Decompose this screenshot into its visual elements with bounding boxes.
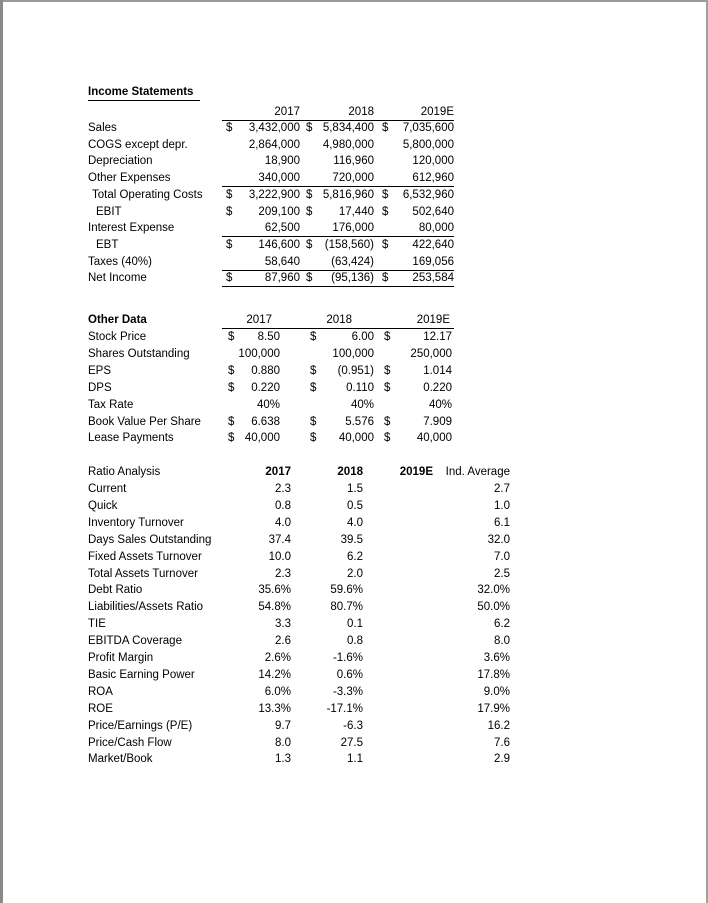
ratio-value: 16.2 — [487, 719, 510, 732]
other-row-label: Shares Outstanding — [88, 347, 190, 360]
currency-symbol: $ — [228, 364, 235, 377]
ratio-value: 1.1 — [347, 753, 363, 766]
currency-symbol: $ — [384, 432, 391, 445]
other-row — [0, 329, 708, 345]
ratio-value: 2.3 — [275, 567, 291, 580]
ratio-row — [0, 667, 708, 683]
other-row — [0, 430, 708, 446]
income-row-label: EBT — [96, 238, 119, 251]
net-income-rule — [222, 286, 454, 287]
currency-symbol: $ — [382, 188, 389, 201]
other-row-label: Lease Payments — [88, 432, 174, 445]
income-value: 80,000 — [418, 222, 454, 235]
income-value: 3,432,000 — [248, 122, 300, 134]
income-row — [0, 187, 708, 203]
income-value: (95,136) — [331, 272, 374, 285]
income-title-underline — [88, 100, 200, 101]
income-row — [0, 237, 708, 253]
ratio-value: 0.1 — [347, 618, 363, 631]
income-row-label: EBIT — [96, 205, 122, 218]
ratio-value: 9.7 — [275, 719, 291, 732]
income-row-label: Interest Expense — [88, 222, 175, 235]
income-value: 2,864,000 — [248, 138, 300, 151]
other-value: 40% — [350, 398, 374, 411]
currency-symbol: $ — [226, 272, 233, 285]
ratio-value: 6.2 — [494, 618, 510, 631]
other-header-row — [0, 312, 708, 328]
ratio-row-label: Liabilities/Assets Ratio — [88, 601, 204, 614]
ratio-value: 2.0 — [347, 567, 363, 580]
income-row-label: Taxes (40%) — [88, 255, 152, 268]
income-value: 422,640 — [412, 238, 454, 251]
income-value: 17,440 — [338, 205, 374, 218]
ratio-col-ind-average: Ind. Average — [445, 466, 510, 478]
income-year-2019e: 2019E — [420, 106, 454, 118]
ratio-col-2019e: 2019E — [399, 466, 433, 478]
income-row-label: COGS except depr. — [88, 138, 188, 151]
currency-symbol: $ — [382, 205, 389, 218]
income-row — [0, 120, 708, 136]
ratio-value: 7.6 — [494, 736, 510, 749]
income-value: 176,000 — [332, 222, 374, 235]
ratio-row-label: ROE — [88, 702, 113, 715]
other-value: 40,000 — [338, 432, 374, 445]
ratio-row — [0, 718, 708, 734]
ratio-value: 39.5 — [340, 533, 363, 546]
ratio-row-label: Inventory Turnover — [88, 516, 184, 529]
income-value: 3,222,900 — [248, 188, 300, 201]
ratio-value: 8.0 — [275, 736, 291, 749]
income-value: 7,035,600 — [402, 122, 454, 134]
other-value: 0.110 — [346, 381, 374, 394]
ratio-value: 32.0 — [487, 533, 510, 546]
other-row-label: Tax Rate — [88, 398, 134, 411]
currency-symbol: $ — [228, 381, 235, 394]
other-row-label: EPS — [88, 364, 112, 377]
currency-symbol: $ — [384, 331, 391, 343]
ratio-row — [0, 599, 708, 615]
income-year-2017: 2017 — [274, 106, 300, 118]
ratio-row-label: Price/Earnings (P/E) — [88, 719, 193, 732]
currency-symbol: $ — [226, 205, 233, 218]
ratio-value: 0.5 — [347, 499, 363, 512]
income-value: 120,000 — [412, 155, 454, 168]
ratio-value: 0.8 — [275, 499, 291, 512]
ratio-value: 2.6% — [264, 652, 291, 664]
income-value: 169,056 — [412, 255, 454, 268]
income-value: 4,980,000 — [322, 138, 374, 151]
income-value: (63,424) — [331, 255, 374, 268]
ratio-value: 1.3 — [275, 753, 291, 766]
income-value: 340,000 — [258, 172, 300, 185]
ratio-value: 50.0% — [477, 601, 510, 614]
other-row — [0, 380, 708, 396]
ratio-row-label: Profit Margin — [88, 652, 154, 664]
income-value: 720,000 — [332, 172, 374, 185]
income-row-label: Sales — [88, 122, 117, 134]
ratio-row — [0, 498, 708, 514]
ratio-value: 37.4 — [268, 533, 291, 546]
other-value: 40,000 — [416, 432, 452, 445]
ratio-value: 8.0 — [494, 635, 510, 648]
ratio-row — [0, 684, 708, 700]
ratio-row — [0, 650, 708, 666]
other-title: Other Data — [88, 314, 147, 326]
ratio-row-label: EBITDA Coverage — [88, 635, 182, 648]
currency-symbol: $ — [226, 122, 233, 134]
income-row-label: Total Operating Costs — [92, 188, 203, 201]
ratio-value: 17.9% — [477, 702, 510, 715]
income-row-label: Other Expenses — [88, 172, 171, 185]
ratio-row — [0, 582, 708, 598]
ratio-value: -17.1% — [326, 702, 363, 715]
ratio-row — [0, 701, 708, 717]
currency-symbol: $ — [310, 364, 317, 377]
currency-symbol: $ — [310, 415, 317, 428]
ratio-value: 3.3 — [275, 618, 291, 631]
other-value: 40% — [428, 398, 452, 411]
ratio-value: 2.7 — [494, 483, 510, 495]
currency-symbol: $ — [310, 381, 317, 394]
ratio-value: 1.0 — [494, 499, 510, 512]
other-row — [0, 397, 708, 413]
income-value: 502,640 — [412, 205, 454, 218]
ratio-row-label: Basic Earning Power — [88, 668, 195, 681]
income-year-2018: 2018 — [348, 106, 374, 118]
ratio-value: 14.2% — [258, 668, 291, 681]
ratio-value: 2.3 — [275, 483, 291, 495]
income-value: 612,960 — [412, 172, 454, 185]
ratio-value: 35.6% — [258, 584, 291, 597]
currency-symbol: $ — [306, 205, 313, 218]
other-value: 1.014 — [423, 364, 452, 377]
other-row — [0, 346, 708, 362]
currency-symbol: $ — [310, 331, 317, 343]
income-value: 58,640 — [264, 255, 300, 268]
other-year-2017: 2017 — [246, 314, 272, 326]
ratio-row-label: Quick — [88, 499, 118, 512]
currency-symbol: $ — [384, 415, 391, 428]
ratio-value: 4.0 — [275, 516, 291, 529]
ratio-row-label: Debt Ratio — [88, 584, 143, 597]
income-row — [0, 153, 708, 169]
ratio-col-2017: 2017 — [265, 466, 291, 478]
ratio-row-label: Price/Cash Flow — [88, 736, 172, 749]
currency-symbol: $ — [228, 415, 235, 428]
income-row — [0, 254, 708, 270]
other-row-label: Stock Price — [88, 331, 147, 343]
ratio-value: 6.2 — [347, 550, 363, 563]
currency-symbol: $ — [382, 272, 389, 285]
other-value: 12.17 — [423, 331, 452, 343]
ratio-value: 3.6% — [483, 652, 510, 664]
currency-symbol: $ — [228, 432, 235, 445]
income-value: 5,800,000 — [402, 138, 454, 151]
currency-symbol: $ — [306, 272, 313, 285]
other-row-label: Book Value Per Share — [88, 415, 201, 428]
ratio-row-label: TIE — [88, 618, 106, 631]
ratio-value: 7.0 — [494, 550, 510, 563]
ratio-row-label: Days Sales Outstanding — [88, 533, 212, 546]
ratio-value: -6.3 — [343, 719, 363, 732]
ratio-value: 17.8% — [477, 668, 510, 681]
ratio-value: 4.0 — [347, 516, 363, 529]
currency-symbol: $ — [306, 188, 313, 201]
ratio-row — [0, 549, 708, 565]
ratio-col-2018: 2018 — [337, 466, 363, 478]
currency-symbol: $ — [226, 238, 233, 251]
currency-symbol: $ — [384, 381, 391, 394]
income-value: 87,960 — [264, 272, 300, 285]
other-year-2019e: 2019E — [416, 314, 450, 326]
other-value: 40% — [256, 398, 280, 411]
other-value: 6.638 — [251, 415, 280, 428]
other-value: 7.909 — [423, 415, 452, 428]
other-value: 0.220 — [423, 381, 452, 394]
ratio-row — [0, 751, 708, 767]
ratio-value: 9.0% — [483, 685, 510, 698]
currency-symbol: $ — [226, 188, 233, 201]
income-value: 116,960 — [333, 155, 374, 168]
income-row-label: Depreciation — [88, 155, 153, 168]
ratio-value: -3.3% — [332, 685, 363, 698]
ratio-value: 54.8% — [258, 601, 291, 614]
ratio-value: 32.0% — [477, 584, 510, 597]
income-value: 253,584 — [412, 272, 454, 285]
ratio-row-label: Current — [88, 483, 127, 495]
ratio-row-label: ROA — [88, 685, 113, 698]
income-value: 209,100 — [258, 205, 300, 218]
other-value: 8.50 — [257, 331, 280, 343]
currency-symbol: $ — [382, 238, 389, 251]
other-value: 6.00 — [351, 331, 374, 343]
ratio-value: 2.5 — [494, 567, 510, 580]
ratio-row — [0, 735, 708, 751]
income-row — [0, 204, 708, 220]
ratio-row — [0, 515, 708, 531]
other-value: 250,000 — [410, 347, 452, 360]
income-value: 18,900 — [264, 155, 300, 168]
other-value: 0.220 — [251, 381, 280, 394]
ratio-title: Ratio Analysis — [88, 466, 161, 478]
ratio-value: 0.8 — [347, 635, 363, 648]
ratio-row-label: Market/Book — [88, 753, 153, 766]
other-value: (0.951) — [337, 364, 374, 377]
currency-symbol: $ — [306, 238, 313, 251]
ratio-value: 2.6 — [275, 635, 291, 648]
income-title: Income Statements — [88, 86, 194, 98]
ratio-row — [0, 481, 708, 497]
ratio-row — [0, 532, 708, 548]
income-value: 5,816,960 — [322, 188, 374, 201]
ratio-row — [0, 633, 708, 649]
ratio-value: 59.6% — [330, 584, 363, 597]
income-value: 62,500 — [264, 222, 300, 235]
other-value: 0.880 — [251, 364, 280, 377]
ratio-value: 6.0% — [264, 685, 291, 698]
currency-symbol: $ — [310, 432, 317, 445]
currency-symbol: $ — [228, 331, 235, 343]
income-row — [0, 220, 708, 236]
income-row — [0, 270, 708, 286]
ratio-value: 1.5 — [347, 483, 363, 495]
ratio-value: 2.9 — [494, 753, 510, 766]
other-year-2018: 2018 — [326, 314, 352, 326]
ratio-row — [0, 616, 708, 632]
ratio-value: 10.0 — [268, 550, 291, 563]
ratio-row — [0, 566, 708, 582]
income-header-row — [0, 104, 708, 120]
income-value: 5,834,400 — [322, 122, 374, 134]
other-value: 5.576 — [345, 415, 374, 428]
ratio-value: 0.6% — [336, 668, 363, 681]
income-row-label: Net Income — [88, 272, 147, 285]
income-row — [0, 137, 708, 153]
currency-symbol: $ — [384, 364, 391, 377]
income-value: 6,532,960 — [402, 188, 454, 201]
ratio-row-label: Fixed Assets Turnover — [88, 550, 202, 563]
other-value: 100,000 — [238, 347, 280, 360]
ratio-value: 80.7% — [330, 601, 363, 614]
ratio-row-label: Total Assets Turnover — [88, 567, 198, 580]
window-top-border — [0, 0, 708, 2]
ratio-value: 27.5 — [340, 736, 363, 749]
other-row — [0, 414, 708, 430]
ratio-value: -1.6% — [332, 652, 363, 664]
income-value: 146,600 — [258, 238, 300, 251]
ratio-value: 13.3% — [258, 702, 291, 715]
ratio-header-row — [0, 464, 708, 480]
other-row — [0, 363, 708, 379]
currency-symbol: $ — [306, 122, 313, 134]
other-row-label: DPS — [88, 381, 112, 394]
ratio-value: 6.1 — [494, 516, 510, 529]
income-value: (158,560) — [324, 238, 374, 251]
other-value: 100,000 — [332, 347, 374, 360]
income-row — [0, 170, 708, 186]
currency-symbol: $ — [382, 122, 389, 134]
other-value: 40,000 — [244, 432, 280, 445]
